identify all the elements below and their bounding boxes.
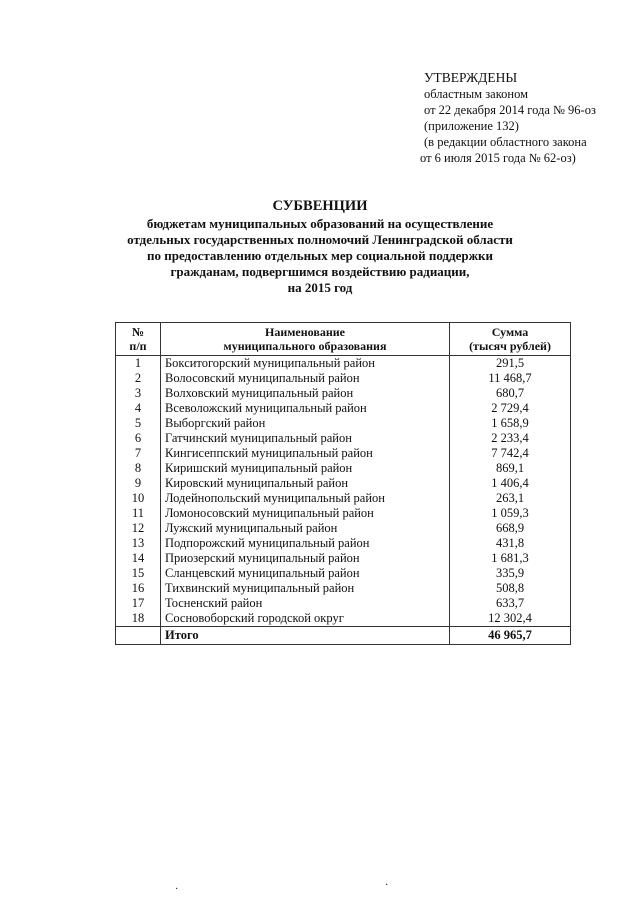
- approval-line: от 6 июля 2015 года № 62-оз): [420, 151, 576, 165]
- row-num: 4: [116, 401, 161, 416]
- row-name: Бокситогорский муниципальный район: [161, 356, 450, 372]
- row-name: Подпорожский муниципальный район: [161, 536, 450, 551]
- table-header-row: [116, 323, 571, 356]
- table-row: [116, 431, 571, 446]
- row-name: Лодейнопольский муниципальный район: [161, 491, 450, 506]
- row-sum: 668,9: [450, 521, 571, 536]
- title-line: бюджетам муниципальных образований на осуществление: [146, 216, 494, 231]
- table-row: [116, 596, 571, 611]
- row-num: 1: [116, 356, 161, 372]
- table-row: [116, 506, 571, 521]
- document-title: [0, 198, 640, 296]
- row-sum: 2 729,4: [450, 401, 571, 416]
- row-sum: 508,8: [450, 581, 571, 596]
- title-line: по предоставлению отдельных мер социальной поддержки: [146, 248, 494, 263]
- row-sum: 1 658,9: [450, 416, 571, 431]
- table-row: [116, 566, 571, 581]
- header-name: Наименование муниципального образования: [161, 323, 450, 356]
- row-name: Сланцевский муниципальный район: [161, 566, 450, 581]
- header-num: № п/п: [116, 323, 161, 356]
- row-num: 12: [116, 521, 161, 536]
- table-row: [116, 416, 571, 431]
- row-sum: 335,9: [450, 566, 571, 581]
- table-row: [116, 551, 571, 566]
- title-line: гражданам, подвергшимся воздействию радиации,: [170, 264, 470, 279]
- approval-line: (приложение 132): [424, 119, 519, 133]
- table-row: [116, 521, 571, 536]
- approval-line: (в редакции областного закона: [424, 135, 587, 149]
- row-num: 17: [116, 596, 161, 611]
- row-num: 10: [116, 491, 161, 506]
- row-sum: 1 059,3: [450, 506, 571, 521]
- row-num: 18: [116, 611, 161, 627]
- row-num: 14: [116, 551, 161, 566]
- row-sum: 263,1: [450, 491, 571, 506]
- table-row: [116, 611, 571, 627]
- row-sum: 431,8: [450, 536, 571, 551]
- row-name: Тихвинский муниципальный район: [161, 581, 450, 596]
- table-row: [116, 461, 571, 476]
- row-name: Кингисеппский муниципальный район: [161, 446, 450, 461]
- row-name: Кировский муниципальный район: [161, 476, 450, 491]
- table-row: [116, 536, 571, 551]
- row-name: Выборгский район: [161, 416, 450, 431]
- row-name: Приозерский муниципальный район: [161, 551, 450, 566]
- row-name: Всеволожский муниципальный район: [161, 401, 450, 416]
- table-row: [116, 446, 571, 461]
- row-name: Волховский муниципальный район: [161, 386, 450, 401]
- header-sum: Сумма (тысяч рублей): [450, 323, 571, 356]
- row-name: Киришский муниципальный район: [161, 461, 450, 476]
- table-row: [116, 476, 571, 491]
- row-name: Сосновоборский городской округ: [161, 611, 450, 627]
- row-name: Ломоносовский муниципальный район: [161, 506, 450, 521]
- table-row: [116, 371, 571, 386]
- row-num: 11: [116, 506, 161, 521]
- row-name: Гатчинский муниципальный район: [161, 431, 450, 446]
- row-sum: 291,5: [450, 356, 571, 372]
- total-num: [116, 627, 161, 645]
- scan-mark: ·: [175, 884, 179, 895]
- table-row: [116, 491, 571, 506]
- row-num: 9: [116, 476, 161, 491]
- row-num: 6: [116, 431, 161, 446]
- approval-line: от 22 декабря 2014 года № 96-оз: [424, 103, 596, 117]
- total-label: Итого: [161, 627, 450, 645]
- row-name: Лужский муниципальный район: [161, 521, 450, 536]
- scan-mark: ·: [385, 880, 389, 891]
- table-row: [116, 581, 571, 596]
- row-num: 5: [116, 416, 161, 431]
- row-sum: 1 681,3: [450, 551, 571, 566]
- table-row: [116, 386, 571, 401]
- row-sum: 1 406,4: [450, 476, 571, 491]
- row-sum: 11 468,7: [450, 371, 571, 386]
- row-num: 7: [116, 446, 161, 461]
- row-sum: 633,7: [450, 596, 571, 611]
- title-line: на 2015 год: [287, 280, 353, 295]
- row-sum: 2 233,4: [450, 431, 571, 446]
- row-sum: 7 742,4: [450, 446, 571, 461]
- row-sum: 12 302,4: [450, 611, 571, 627]
- row-sum: 680,7: [450, 386, 571, 401]
- row-num: 3: [116, 386, 161, 401]
- row-num: 16: [116, 581, 161, 596]
- approval-line: областным законом: [424, 87, 529, 101]
- subventions-table: [115, 322, 571, 645]
- approval-block: [420, 70, 596, 166]
- approval-heading: УТВЕРЖДЕНЫ: [424, 70, 518, 85]
- total-sum: 46 965,7: [450, 627, 571, 645]
- row-num: 15: [116, 566, 161, 581]
- total-row: [116, 627, 571, 645]
- row-name: Волосовский муниципальный район: [161, 371, 450, 386]
- title-main: СУБВЕНЦИИ: [272, 198, 368, 214]
- row-num: 2: [116, 371, 161, 386]
- row-num: 13: [116, 536, 161, 551]
- table-row: [116, 356, 571, 372]
- title-line: отдельных государственных полномочий Ленинградской области: [127, 232, 513, 247]
- row-num: 8: [116, 461, 161, 476]
- row-name: Тосненский район: [161, 596, 450, 611]
- table-row: [116, 401, 571, 416]
- row-sum: 869,1: [450, 461, 571, 476]
